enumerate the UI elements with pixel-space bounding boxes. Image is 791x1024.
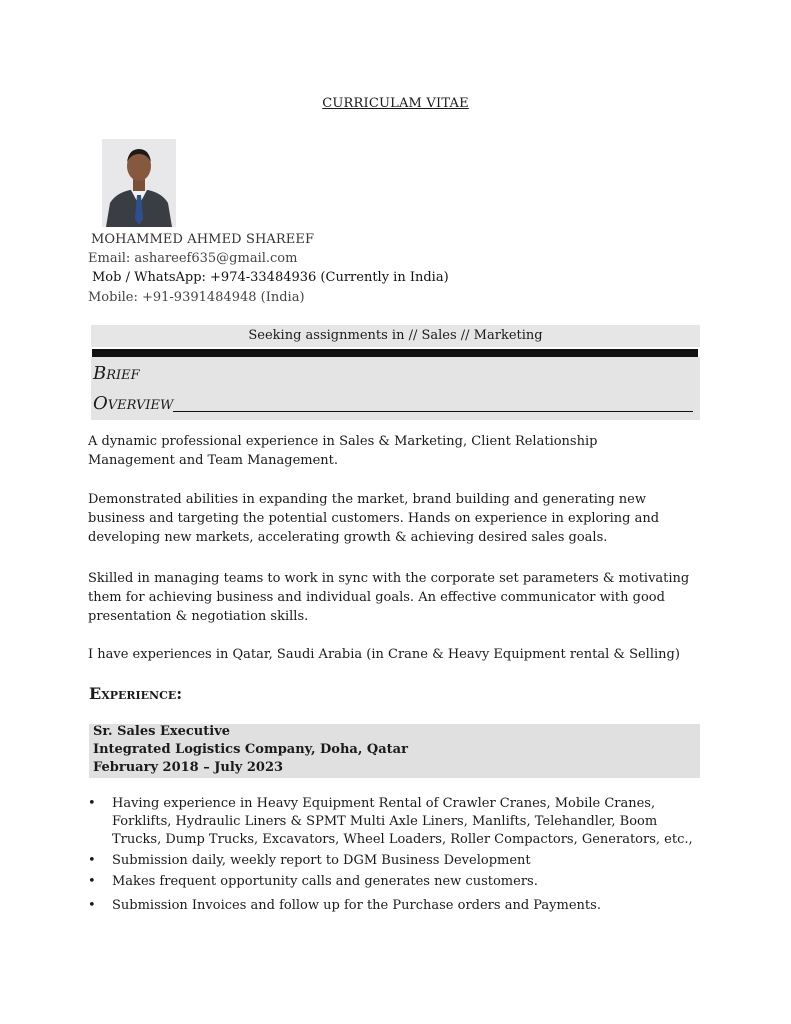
list-item (88, 795, 698, 849)
email-line: Email: ashareef635@gmail.com (88, 251, 298, 266)
overview-paragraph: I have experiences in Qatar, Saudi Arabia (in Crane & Heavy Equipment rental & Selling) (88, 647, 680, 662)
list-item-text: Submission Invoices and follow up for the Purchase orders and Payments. (112, 898, 601, 913)
document-title: CURRICULAM VITAE (322, 96, 469, 111)
list-item (88, 873, 698, 891)
overview-heading: Overview (93, 393, 174, 414)
brief-heading: Brief (93, 363, 140, 384)
bullet-icon: • (88, 898, 96, 913)
list-item-text: Submission daily, weekly report to DGM Business Development (112, 853, 531, 868)
overview-paragraph: A dynamic professional experience in Sales & Marketing, Client Relationship Management and Team Management. (88, 434, 598, 468)
experience-heading: Experience: (89, 684, 183, 703)
overview-paragraph: Demonstrated abilities in expanding the market, brand building and generating new business and targeting the potential customers. Hands on experience in exploring and developing new markets, accelerating growth & achieving desired sales goals. (88, 492, 660, 545)
mobile-line: Mobile: +91-9391484948 (India) (88, 290, 305, 305)
bullet-icon: • (88, 796, 96, 811)
whatsapp-line: Mob / WhatsApp: +974-33484936 (Currently in India) (92, 270, 449, 285)
overview-underline (173, 411, 693, 412)
list-item (88, 897, 698, 915)
list-item (88, 852, 698, 870)
candidate-name: MOHAMMED AHMED SHAREEF (91, 232, 315, 247)
profile-photo-image (102, 139, 176, 227)
section-divider-bar (92, 349, 698, 357)
seeking-assignments-banner: Seeking assignments in // Sales // Marketing (91, 325, 700, 347)
list-item-text: Having experience in Heavy Equipment Rental of Crawler Cranes, Mobile Cranes, Forklifts, Hydraulic Liners & SPMT Multi Axle Liners, Manlifts, Telehandler, Boom Trucks, Dump Trucks, Excavators, Wheel Loaders, Roller Compactors, Generators, etc., (112, 796, 693, 847)
overview-paragraph: Skilled in managing teams to work in sync with the corporate set parameters & motivating them for achieving business and individual goals. An effective communicator with good presentation & negotiation skills. (88, 571, 690, 624)
bullet-icon: • (88, 853, 96, 868)
bullet-icon: • (88, 874, 96, 889)
job-period: February 2018 – July 2023 (93, 760, 284, 775)
job-title: Sr. Sales Executive (93, 724, 231, 739)
job-responsibilities-list (88, 795, 698, 915)
job-company: Integrated Logistics Company, Doha, Qatar (93, 742, 408, 757)
profile-photo (102, 139, 176, 227)
list-item-text: Makes frequent opportunity calls and generates new customers. (112, 874, 538, 889)
